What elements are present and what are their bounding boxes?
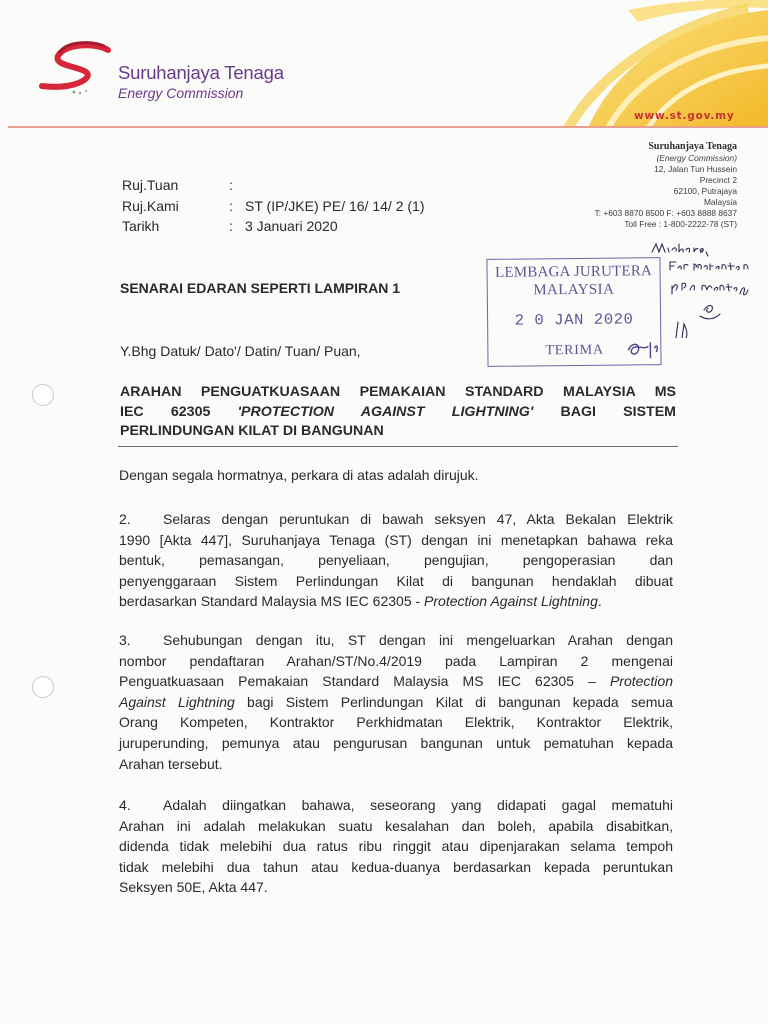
ref-label: Ruj.Tuan [122, 177, 179, 193]
body-line [119, 509, 673, 530]
ref-value: ST (IP/JKE) PE/ 16/ 14/ 2 (1) [245, 197, 425, 214]
letter-subject [120, 383, 676, 442]
subject-text: IEC 62305 [120, 403, 238, 420]
logo-org-name: Suruhanjaya Tenaga [118, 62, 284, 83]
body-line [119, 591, 673, 612]
subject-line: ARAHAN PENGUATKUASAAN PEMAKAIAN STANDARD MALAYSIA MS [120, 384, 676, 400]
body-line [119, 630, 673, 651]
address-tollfree: Toll Free : 1-800-2222-78 (ST) [624, 219, 737, 229]
paragraph-number: 2. [119, 511, 131, 527]
ref-value: 3 Januari 2020 [245, 218, 338, 234]
website-url[interactable]: www.st.gov.my [634, 110, 735, 122]
stamp-received-label: TERIMA [545, 342, 604, 359]
body-text: Adalah diingatkan bahawa, seseorang yang didapati gagal mematuhi [163, 797, 673, 813]
body-line: Seksyen 50E, Akta 447. [119, 879, 268, 896]
stamp-initials-signature-icon [624, 338, 664, 362]
punch-hole [32, 384, 54, 406]
body-line: penyenggaraan Sistem Perlindungan Kilat di bangunan hendaklah dibuat [119, 572, 673, 589]
body-line [119, 692, 673, 713]
body-line: Dengan segala hormatnya, perkara di atas adalah dirujuk. [119, 467, 479, 483]
body-text: Sehubungan dengan itu, ST dengan ini mengeluarkan Arahan dengan [163, 632, 673, 648]
body-italic-text: Against Lightning [119, 693, 235, 710]
paragraph-number: 4. [119, 797, 131, 813]
logo-org-name-en: Energy Commission [118, 85, 244, 101]
body-line [119, 671, 673, 692]
ref-label: Tarikh [122, 218, 160, 234]
paragraph-3 [119, 630, 673, 774]
body-line: juruperunding, pemunya atau pengurusan bangunan untuk pematuhan kepada [119, 734, 673, 751]
ref-row-ruj-kami [122, 196, 424, 217]
body-line: didenda tidak melebihi dua ratus ribu ringgit atau dipenjarakan selama tempoh [119, 838, 673, 855]
logo-s-mark-icon [34, 40, 118, 100]
ref-row-tarikh [122, 216, 424, 237]
circulation-title: SENARAI EDARAN SEPERTI LAMPIRAN 1 [120, 280, 401, 296]
subject-text: BAGI SISTEM [533, 403, 677, 420]
subject-underline [118, 446, 678, 447]
punch-hole [32, 676, 54, 698]
body-italic-text: Protection Against Lightning [424, 593, 598, 610]
body-text: Penguatkuasaan Pemakaian Standard Malaysia MS IEC 62305 – [119, 673, 610, 690]
address-line: Precinct 2 [699, 175, 737, 185]
address-org-en: (Energy Commission) [656, 153, 737, 163]
stamp-org-line: LEMBAGA JURUTERA [495, 263, 653, 281]
paragraph-2 [119, 509, 673, 612]
address-block [595, 140, 738, 230]
body-italic-text: Protection [609, 673, 673, 690]
header-divider [8, 126, 768, 128]
paragraph-4 [119, 795, 673, 898]
body-line: nombor pendaftaran Arahan/ST/No.4/2019 pada Lampiran 2 mengenai [119, 652, 673, 669]
body-line: Arahan ini adalah melakukan suatu kesalahan dan boleh, apabila disabitkan, [119, 817, 673, 834]
address-line: Malaysia [703, 197, 737, 207]
body-text: Selaras dengan peruntukan di bawah seksyen 47, Akta Bekalan Elektrik [163, 511, 673, 527]
salutation: Y.Bhg Datuk/ Dato'/ Datin/ Tuan/ Puan, [120, 343, 361, 359]
body-line [119, 795, 673, 816]
stamp-date: 2 0 JAN 2020 [514, 310, 634, 330]
ref-colon: : [229, 218, 233, 234]
subject-italic-text: 'PROTECTION AGAINST LIGHTNING' [237, 403, 534, 420]
ref-row-ruj-tuan [122, 175, 424, 196]
paragraph-number: 3. [119, 632, 131, 648]
energy-commission-logo [34, 40, 334, 110]
body-line: Orang Kompeten, Kontraktor Perkhidmatan Elektrik, Kontraktor Elektrik, [119, 714, 673, 731]
paragraph-greeting [119, 465, 673, 486]
subject-line [120, 403, 676, 423]
ref-label: Ruj.Kami [122, 197, 179, 214]
header-swoosh-graphic [508, 0, 768, 128]
address-phone: T: +603 8870 8500 F: +603 8888 8637 [594, 208, 737, 218]
body-text: . [597, 593, 602, 610]
address-line: 62100, Putrajaya [673, 186, 737, 196]
body-line: 1990 [Akta 447], Suruhanjaya Tenaga (ST) dengan ini menetapkan bahawa reka [119, 531, 673, 548]
reference-block [122, 175, 424, 237]
address-org: Suruhanjaya Tenaga [648, 141, 737, 152]
address-line: 12, Jalan Tun Hussein [654, 164, 737, 174]
body-text: berdasarkan Standard Malaysia MS IEC 62305 - [119, 593, 425, 610]
body-line: tidak melebihi dua tahun atau kedua-duanya berdasarkan kepada peruntukan [119, 858, 673, 875]
ref-colon: : [229, 197, 233, 214]
ref-colon: : [229, 177, 233, 193]
received-stamp [486, 257, 661, 367]
body-line: bentuk, pemasangan, penyeliaan, pengujian, pengoperasian dan [119, 552, 673, 569]
subject-line: PERLINDUNGAN KILAT DI BANGUNAN [120, 423, 384, 439]
handwritten-note-signature [650, 238, 762, 338]
stamp-country-line: MALAYSIA [533, 281, 615, 299]
body-text: bagi Sistem Perlindungan Kilat di bangunan kepada semua [234, 693, 673, 710]
body-line: Arahan tersebut. [119, 755, 223, 772]
